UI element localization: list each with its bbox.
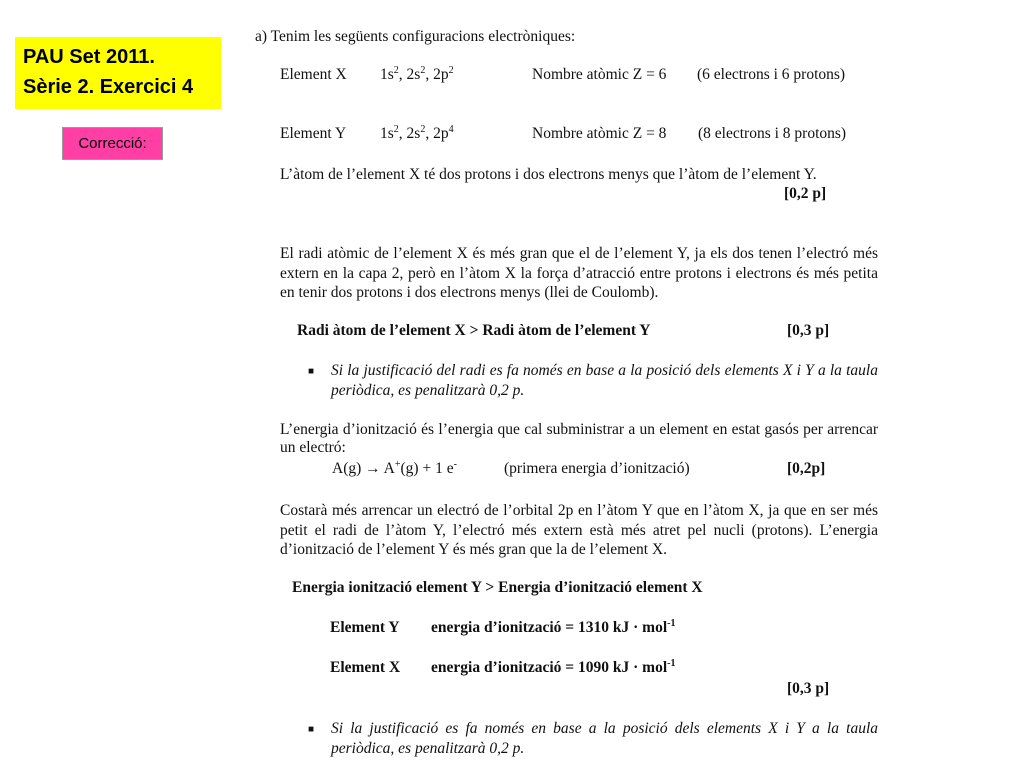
element-y-config: $1s^2$, $2s^2$, $2p^4$ (380, 123, 454, 142)
ionization-equation: A(g) → A+(g) + 1 e- (332, 458, 457, 477)
score-4: [0,3 p] (787, 680, 830, 697)
element-x-particles: (6 electrons i 6 protons) (697, 66, 846, 83)
ionization-equation-description: (primera energia d’ionització) (504, 460, 690, 477)
element-x-energy-value: energia d’ionització = 1090 kJ · mol$^{-1}$ (431, 657, 676, 676)
paragraph-radius: El radi atòmic de l’element X és més gran que el de l’element Y, ja els dos tenen l’electró més extern en la capa 2, però en l’àtom X la força d’atracció entre protons i electrons és més petita en tenir dos protons i dos electrons menys (llei de Coulomb). (280, 245, 878, 301)
element-x-atomic-number: Nombre atòmic Z = 6 (532, 66, 667, 83)
penalty-note-radius: Si la justificació del radi es fa només en base a la posició dels elements X i Y a la taula periòdica, es penalitzarà 0,2 p. (331, 362, 878, 399)
element-x-label: Element X (280, 66, 347, 83)
element-y-particles: (8 electrons i 8 protons) (698, 125, 847, 142)
element-y-label: Element Y (280, 125, 347, 142)
intro-line: a) Tenim les següents configuracions electròniques: (255, 28, 576, 45)
exercise-title-line2: Sèrie 2. Exercici 4 (23, 76, 194, 98)
bullet-icon: ■ (308, 366, 315, 377)
element-y-energy-label: Element Y (330, 619, 400, 636)
exercise-title-box (15, 37, 221, 109)
penalty-note-energy: Si la justificació es fa només en base a la posició dels elements X i Y a la taula periòdica, es penalitzarà 0,2 p. (331, 720, 878, 757)
element-x-config: $1s^2$, $2s^2$, $2p^2$ (380, 64, 454, 83)
document-page (250, 18, 890, 766)
score-3: [0,2p] (787, 460, 826, 477)
paragraph-energy: Costarà més arrencar un electró de l’orbital 2p en l’àtom Y que en l’àtom X, ja que en ser més petit el radi de l’àtom Y, l’electró més extern està més atret pel nucli (protons). L’energia d’ionització de l’element Y és més gran que la de l’element X. (280, 502, 878, 558)
exercise-title-line1: PAU Set 2011. (23, 46, 155, 68)
element-y-atomic-number: Nombre atòmic Z = 8 (532, 125, 667, 142)
paragraph-ionization: L’energia d’ionització és l’energia que cal subministrar a un element en estat gasós per arrencar un electró: (280, 421, 878, 456)
correction-label: Correcció: (62, 127, 163, 160)
element-y-energy-value: energia d’ionització = 1310 kJ · mol$^{-1}$ (431, 617, 676, 636)
score-1: [0,2 p] (784, 185, 827, 202)
radius-statement: Radi àtom de l’element X > Radi àtom de l’element Y (297, 322, 651, 339)
paragraph-protons: L’àtom de l’element X té dos protons i dos electrons menys que l’àtom de l’element Y. (280, 166, 817, 183)
element-x-energy-label: Element X (330, 659, 401, 676)
energy-statement: Energia ionització element Y > Energia d’ionització element X (292, 579, 703, 596)
score-2: [0,3 p] (787, 322, 830, 339)
bullet-icon: ■ (308, 724, 315, 735)
